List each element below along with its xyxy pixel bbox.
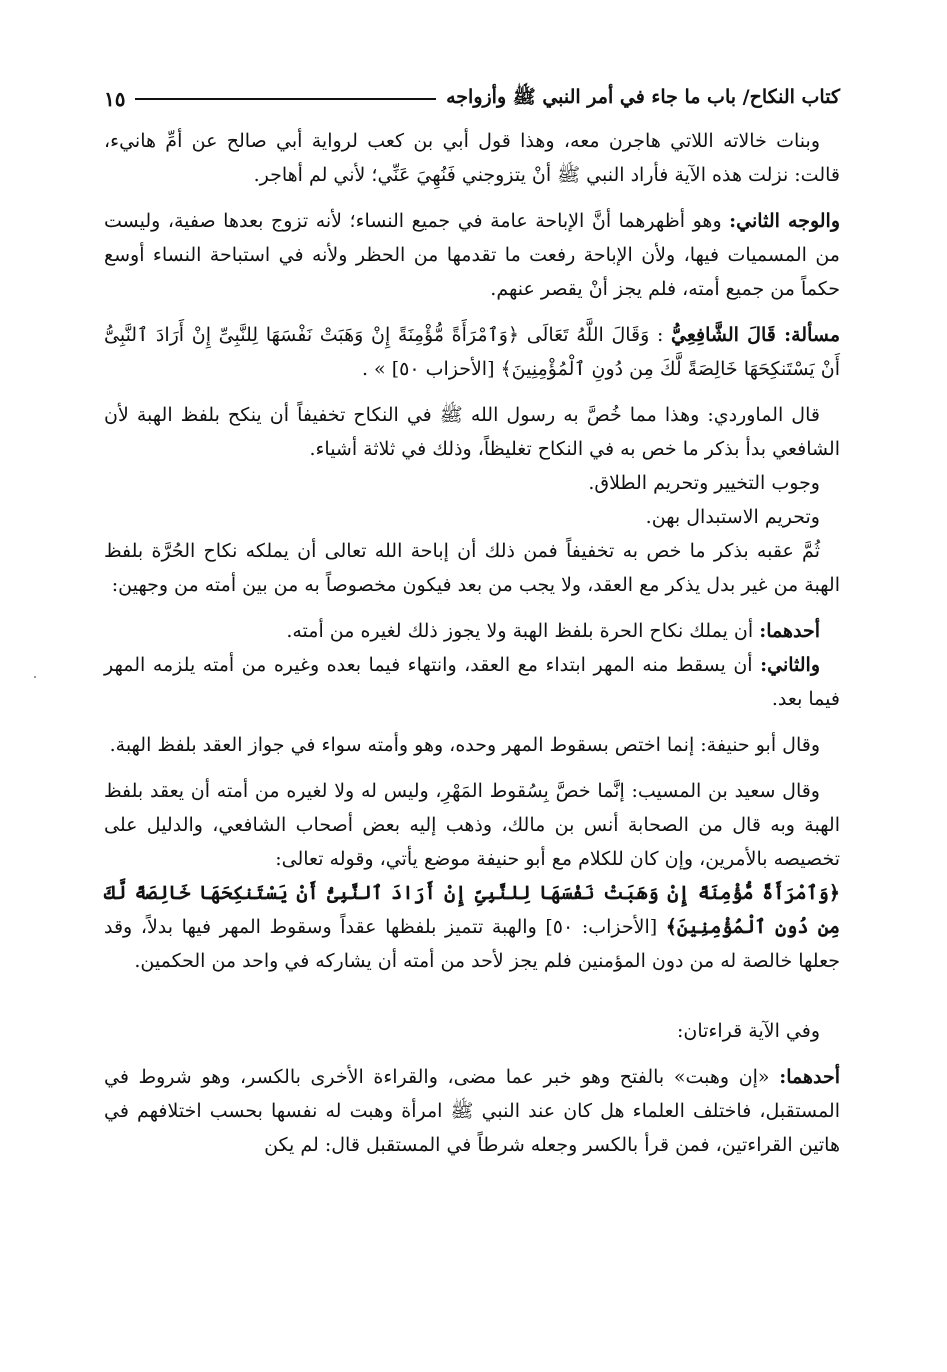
paragraph-text: وجوب التخيير وتحريم الطلاق.	[588, 472, 820, 494]
running-header	[104, 82, 840, 116]
header-rule	[135, 98, 436, 100]
paragraph-text: «إن وهبت» بالفتح وهو خبر عما مضى، والقراءة الأخرى بالكسر، وهو شروط في المستقبل، فاختلف العلماء هل كان عند النبي ﷺ امرأة وهبت له نفسها بحسب اختلافهم في هاتين القراءتين، فمن قرأ بالكسر وجعله شرطاً في المستقبل قال: لم يكن	[104, 1066, 840, 1156]
paragraph-text: وتحريم الاستبدال بهن.	[645, 506, 820, 528]
paragraph-lead: والثاني:	[760, 654, 820, 676]
page-number: ١٥	[104, 87, 126, 111]
paragraph	[104, 648, 840, 716]
paragraph	[104, 614, 840, 648]
paragraph-text: أن يسقط منه المهر ابتداء مع العقد، وانتهاء فيما بعده وغيره من أمته يلزمه المهر فيما بعد.	[104, 654, 840, 710]
paragraph-text: وقال سعيد بن المسيب: إنَّما خصَّ بِسُقوط المَهْرِ، وليس له ولا لغيره من أمته أن يعقد بلفظ الهبة وبه قال من الصحابة أنس بن مالك، وذهب إليه بعض أصحاب الشافعي، والدليل على تخصيصه بالأمرين، وإن كان للكلام مع أبو حنيفة موضع يأتي، وقوله تعالى:	[104, 780, 840, 870]
paragraph-lead: أحدهما:	[759, 620, 820, 642]
paragraph	[104, 774, 840, 876]
paragraph	[104, 204, 840, 306]
paragraph-text: قال الماوردي: وهذا مما خُصَّ به رسول الله ﷺ في النكاح تخفيفاً أن ينكح بلفظ الهبة لأن الشافعي بدأ بذكر ما خص به في النكاح تغليظاً، وذلك في ثلاثة أشياء.	[104, 404, 840, 460]
paragraph	[104, 466, 840, 500]
paragraph-text: [الأحزاب: ٥٠] والهبة تتميز بلفظها عقداً وسقوط المهر فيها بدلاً، وقد جعلها خالصة له من دون المؤمنين فلم يجز لأحد من أمته أن يشاركه في واحد من الحكمين.	[104, 916, 840, 972]
paragraph-lead: مسألة: قَالَ الشَّافِعِيُّ	[671, 324, 840, 346]
paragraph	[104, 876, 840, 978]
paragraph-text: وهو أظهرهما أنَّ الإباحة عامة في جميع النساء؛ لأنه تزوج بعدها صفية، وليست من المسميات فيها، ولأن الإباحة رفعت ما تقدمها من الحظر ولأنه في استباحة النساء أوسع حكماً من جميع أمته، فلم يجز أنْ يقصر عنهم.	[104, 210, 840, 300]
paragraph-lead: أحدهما:	[779, 1066, 840, 1088]
paragraph	[104, 500, 840, 534]
paragraph-text: وقال أبو حنيفة: إنما اختص بسقوط المهر وحده، وهو وأمته سواء في جواز العقد بلفظ الهبة.	[109, 734, 820, 756]
paragraph-text: أن يملك نكاح الحرة بلفظ الهبة ولا يجوز ذلك لغيره من أمته.	[286, 620, 760, 642]
paragraph-text: وبنات خالاته اللاتي هاجرن معه، وهذا قول أبي بن كعب لرواية أبي صالح عن أمِّ هانيء، قالت: نزلت هذه الآية فأراد النبي ﷺ أنْ يتزوجني فَنُهِيَ عَنِّي؛ لأني لم أهاجر.	[104, 130, 840, 186]
paragraph	[104, 1014, 840, 1048]
paragraph	[104, 534, 840, 602]
quran-verse: ﴿وَٱمْرَأَةً مُّؤْمِنَةً إِنْ وَهَبَتْ نَفْسَهَا لِلنَّبِىِّ إِنْ أَرَادَ ٱلنَّبِىُّ أَنْ يَسْتَنكِحَهَا خَالِصَةً لَّكَ مِن دُونِ ٱلْمُؤْمِنِينَ﴾	[104, 882, 840, 938]
paragraph	[104, 124, 840, 192]
paragraph-text: : وَقَالَ اللَّهُ تَعَالَى ﴿وَٱمْرَأَةً مُّؤْمِنَةً إِنْ وَهَبَتْ نَفْسَهَا لِلنَّبِىِّ إِنْ أَرَادَ ٱلنَّبِىُّ أَنْ يَسْتَنكِحَهَا خَالِصَةً لَّكَ مِن دُونِ ٱلْمُؤْمِنِينَ﴾ [الأحزاب ٥٠] » .	[104, 324, 840, 380]
page-body	[104, 124, 840, 1162]
paragraph-lead: والوجه الثاني:	[729, 210, 841, 232]
paragraph-text: ثُمَّ عقبه بذكر ما خص به تخفيفاً فمن ذلك أن إباحة الله تعالى أن يملكه نكاح الحُرَّة بلفظ الهبة من غير بدل يذكر مع العقد، ولا يجب من بعد فيكون مخصوصاً به من بين أمته من وجهين:	[104, 540, 840, 596]
header-title: كتاب النكاح/ باب ما جاء في أمر النبي ﷺ وأزواجه	[446, 86, 840, 108]
paragraph	[104, 398, 840, 466]
paragraph	[104, 1060, 840, 1162]
scan-mark	[34, 676, 36, 678]
paragraph	[104, 318, 840, 386]
paragraph	[104, 728, 840, 762]
paragraph-text: وفي الآية قراءتان:	[677, 1020, 820, 1042]
